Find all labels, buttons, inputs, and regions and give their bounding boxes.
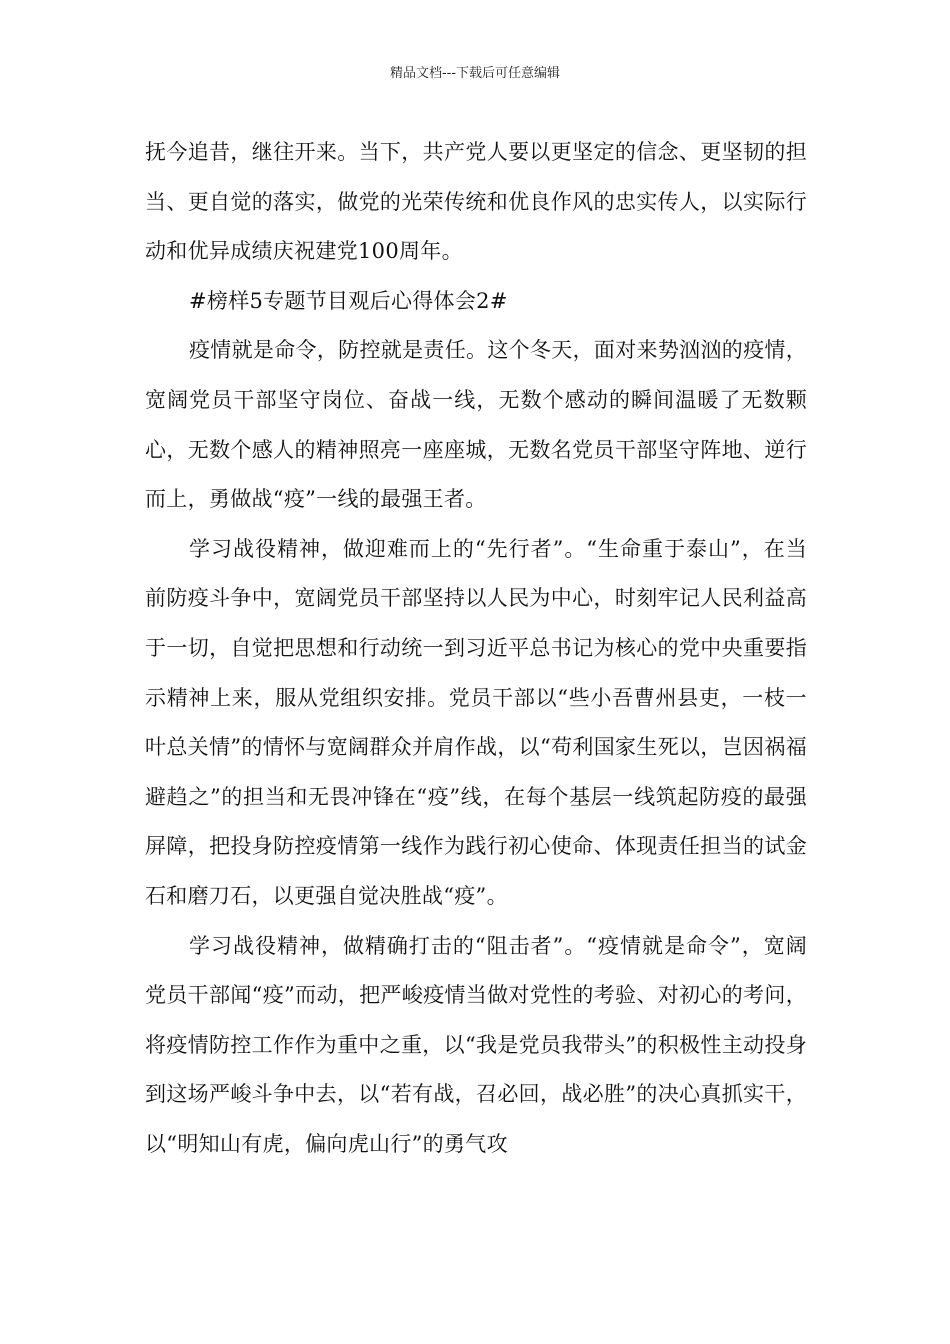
document-body — [145, 128, 807, 1169]
paragraph: 疫情就是命令，防控就是责任。这个冬天，面对来势汹汹的疫情，宽阔党员干部坚守岗位、奋战一线，无数个感动的瞬间温暖了无数颗心，无数个感人的精神照亮一座座城，无数名党员干部坚守阵地、逆行而上，勇做战“疫”一线的最强王者。 — [145, 338, 807, 512]
paragraph: 学习战役精神，做精确打击的“阻击者”。“疫情就是命令”，宽阔党员干部闻“疫”而动，把严峻疫情当做对党性的考验、对初心的考问，将疫情防控工作作为重中之重，以“我是党员我带头”的积极性主动投身到这场严峻斗争中去，以“若有战，召必回，战必胜”的决心真抓实干，以“明知山有虎，偏向虎山行”的勇气攻 — [145, 933, 807, 1156]
paragraph: 学习战役精神，做迎难而上的“先行者”。“生命重于泰山”，在当前防疫斗争中，宽阔党员干部坚持以人民为中心，时刻牢记人民利益高于一切，自觉把思想和行动统一到习近平总书记为核心的党中央重要指示精神上来，服从党组织安排。党员干部以“些小吾曹州县吏，一枝一叶总关情”的情怀与宽阔群众并肩作战，以“苟利国家生死以，岂因祸福避趋之”的担当和无畏冲锋在“疫”线，在每个基层一线筑起防疫的最强屏障，把投身防控疫情第一线作为践行初心使命、体现责任担当的试金石和磨刀石，以更强自觉决胜战“疫”。 — [145, 536, 807, 908]
paragraph-continuation: 抚今追昔，继往开来。当下，共产党人要以更坚定的信念、更坚韧的担当、更自觉的落实，做党的光荣传统和优良作风的忠实传人，以实际行动和优异成绩庆祝建党100周年。 — [145, 140, 807, 264]
section-heading: #榜样5专题节目观后心得体会2# — [189, 288, 508, 313]
page-header: 精品文档---下载后可任意编辑 — [389, 66, 561, 81]
